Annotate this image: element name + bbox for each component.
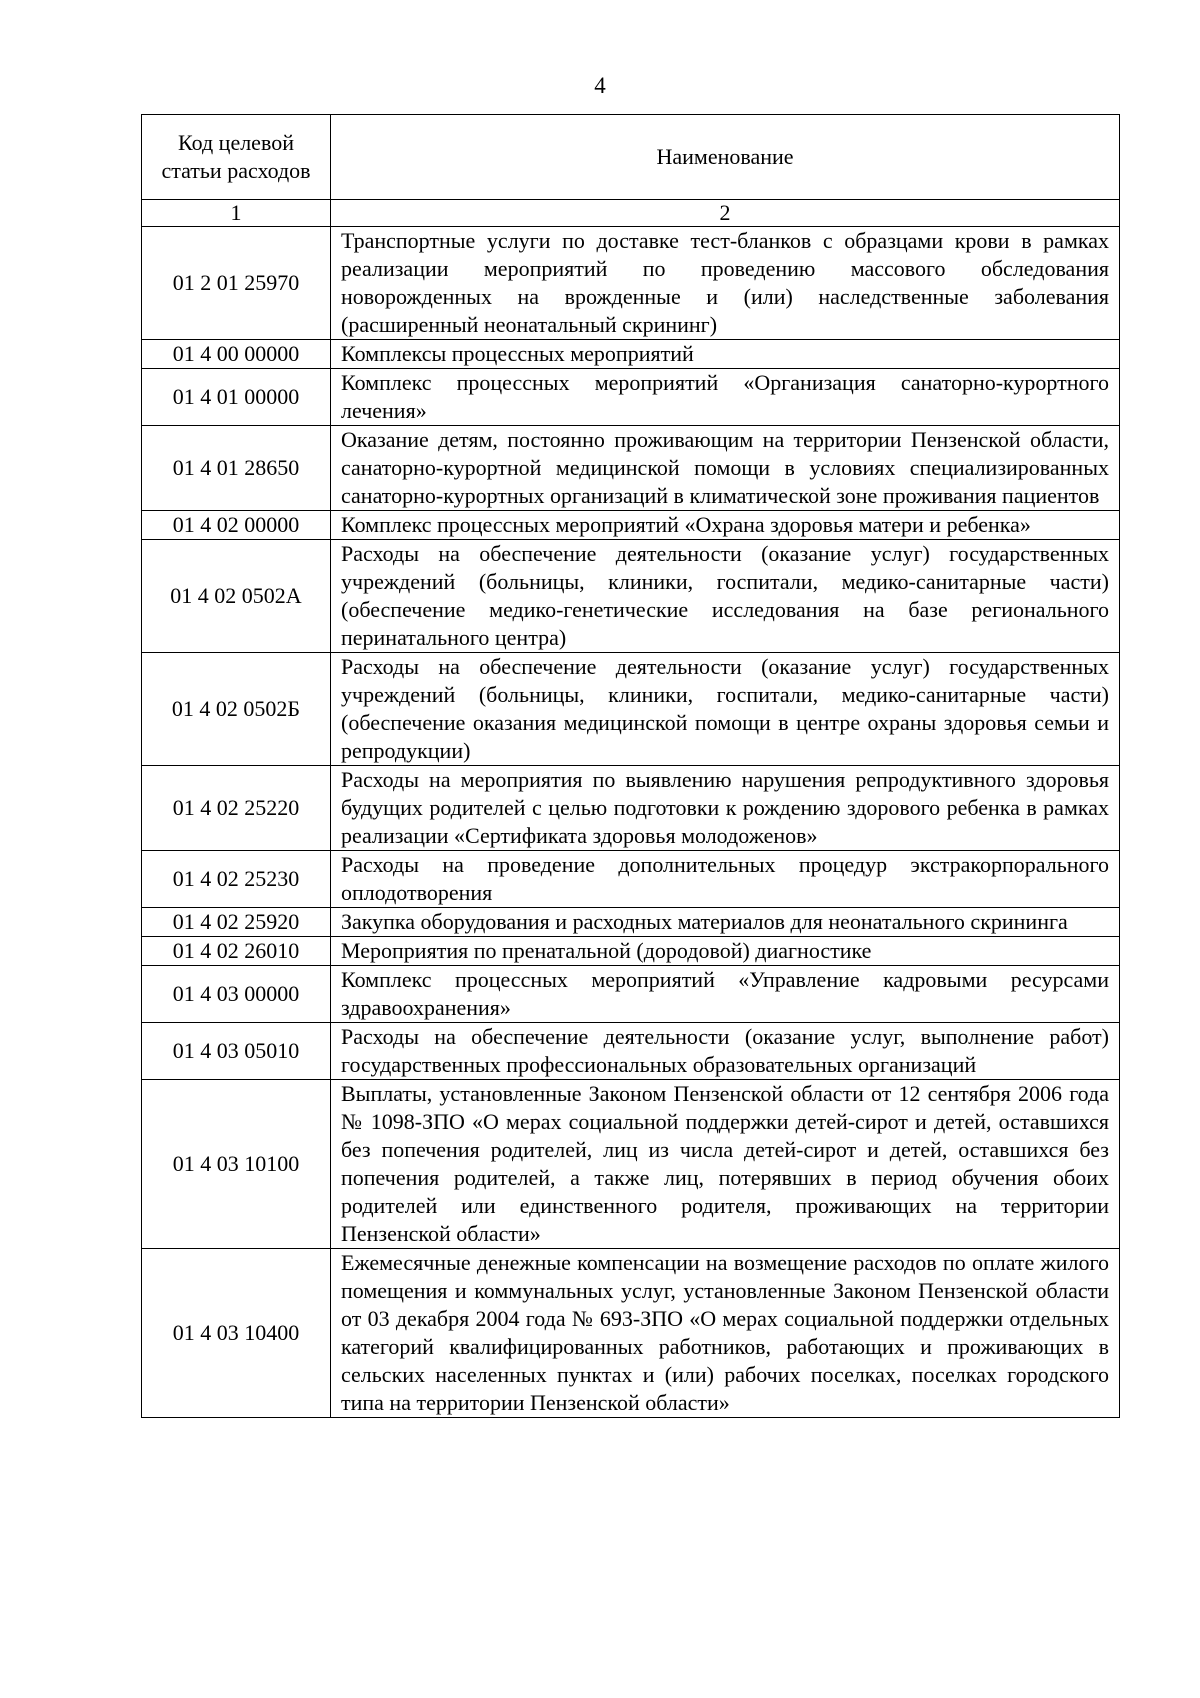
table-row (142, 1080, 1120, 1249)
row-name: Расходы на обеспечение деятельности (оказание услуг) государственных учреждений (больницы, клиники, госпитали, медико-санитарные части) (обеспечение медико-генетические исследования на базе регионального перинатального центра) (331, 540, 1120, 653)
row-name: Комплекс процессных мероприятий «Организация санаторно-курортного лечения» (331, 369, 1120, 426)
row-name: Оказание детям, постоянно проживающим на территории Пензенской области, санаторно-курортной медицинской помощи в условиях специализированных санаторно-курортных организаций в климатической зоне проживания пациентов (331, 426, 1120, 511)
row-name: Выплаты, установленные Законом Пензенской области от 12 сентября 2006 года № 1098-ЗПО «О мерах социальной поддержки детей-сирот и детей, оставшихся без попечения родителей, лиц из числа детей-сирот и детей, оставшихся без попечения родителей, а также лиц, потерявших в период обучения обоих родителей или единственного родителя, проживающих на территории Пензенской области» (331, 1080, 1120, 1249)
row-name: Расходы на обеспечение деятельности (оказание услуг) государственных учреждений (больницы, клиники, госпитали, медико-санитарные части) (обеспечение оказания медицинской помощи в центре охраны здоровья семьи и репродукции) (331, 653, 1120, 766)
table-row (142, 937, 1120, 966)
table-row (142, 426, 1120, 511)
row-code: 01 4 01 00000 (142, 369, 331, 426)
table-row (142, 340, 1120, 369)
column-number-1: 1 (142, 200, 331, 227)
row-code: 01 2 01 25970 (142, 227, 331, 340)
row-name: Расходы на мероприятия по выявлению нарушения репродуктивного здоровья будущих родителей с целью подготовки к рождению здорового ребенка в рамках реализации «Сертификата здоровья молодоженов» (331, 766, 1120, 851)
table-row (142, 766, 1120, 851)
row-code: 01 4 03 10400 (142, 1249, 331, 1418)
table-row (142, 653, 1120, 766)
table-row (142, 511, 1120, 540)
table-header-row (142, 115, 1120, 200)
row-name: Расходы на обеспечение деятельности (оказание услуг, выполнение работ) государственных профессиональных образовательных организаций (331, 1023, 1120, 1080)
row-code: 01 4 02 0502А (142, 540, 331, 653)
table-row (142, 1249, 1120, 1418)
row-name: Мероприятия по пренатальной (дородовой) диагностике (331, 937, 1120, 966)
table-row (142, 1023, 1120, 1080)
column-number-2: 2 (331, 200, 1120, 227)
row-code: 01 4 02 25230 (142, 851, 331, 908)
row-code: 01 4 01 28650 (142, 426, 331, 511)
row-code: 01 4 02 0502Б (142, 653, 331, 766)
row-name: Ежемесячные денежные компенсации на возмещение расходов по оплате жилого помещения и коммунальных услуг, установленные Законом Пензенской области от 03 декабря 2004 года № 693-ЗПО «О мерах социальной поддержки отдельных категорий квалифицированных работников, работающих и проживающих в сельских населенных пунктах и (или) рабочих поселках, поселках городского типа на территории Пензенской области» (331, 1249, 1120, 1418)
row-code: 01 4 02 25220 (142, 766, 331, 851)
budget-classification-table (141, 114, 1120, 1418)
row-code: 01 4 03 10100 (142, 1080, 331, 1249)
table-row (142, 908, 1120, 937)
row-name: Закупка оборудования и расходных материалов для неонатального скрининга (331, 908, 1120, 937)
row-code: 01 4 03 00000 (142, 966, 331, 1023)
row-name: Комплекс процессных мероприятий «Охрана здоровья матери и ребенка» (331, 511, 1120, 540)
row-code: 01 4 02 00000 (142, 511, 331, 540)
table-row (142, 851, 1120, 908)
row-code: 01 4 00 00000 (142, 340, 331, 369)
row-code: 01 4 02 26010 (142, 937, 331, 966)
row-name: Транспортные услуги по доставке тест-бланков с образцами крови в рамках реализации мероприятий по проведению массового обследования новорожденных на врожденные и (или) наследственные заболевания (расширенный неонатальный скрининг) (331, 227, 1120, 340)
row-name: Расходы на проведение дополнительных процедур экстракорпорального оплодотворения (331, 851, 1120, 908)
table-row (142, 369, 1120, 426)
table-row (142, 227, 1120, 340)
header-name: Наименование (331, 115, 1120, 200)
row-name: Комплекс процессных мероприятий «Управление кадровыми ресурсами здравоохранения» (331, 966, 1120, 1023)
table-row (142, 966, 1120, 1023)
page-number: 4 (594, 73, 606, 98)
table-row (142, 540, 1120, 653)
row-name: Комплексы процессных мероприятий (331, 340, 1120, 369)
header-code: Код целевой статьи расходов (142, 115, 331, 200)
row-code: 01 4 02 25920 (142, 908, 331, 937)
column-number-row (142, 200, 1120, 227)
row-code: 01 4 03 05010 (142, 1023, 331, 1080)
